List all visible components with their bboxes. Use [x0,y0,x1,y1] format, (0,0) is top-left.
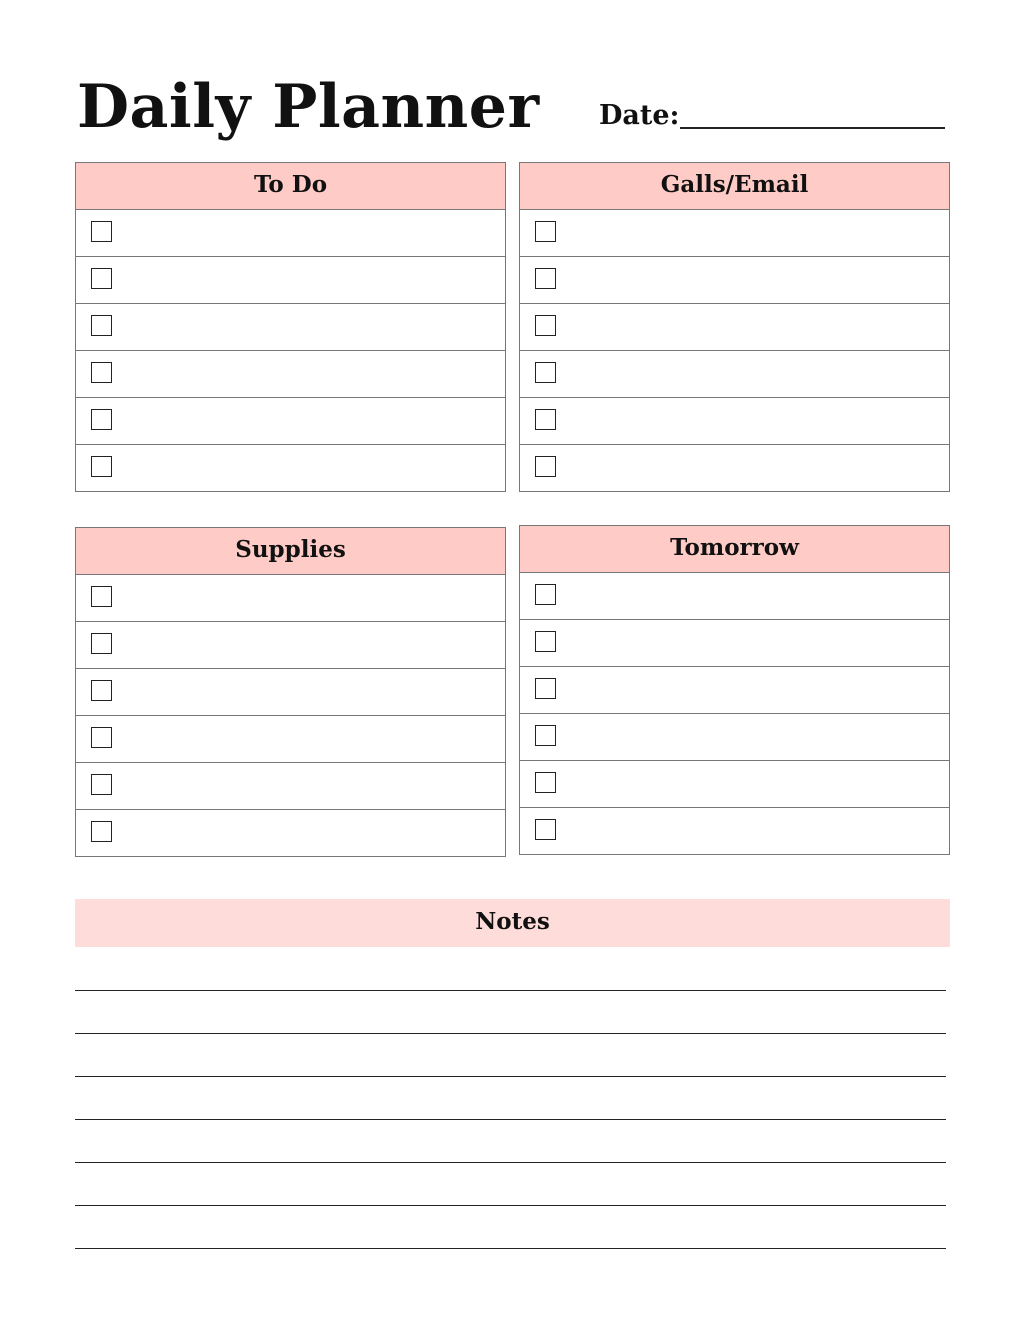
note-line[interactable] [75,990,946,991]
list-row[interactable] [76,351,505,398]
list-row[interactable] [76,716,505,763]
date-label: Date: [599,100,680,131]
page-title: Daily Planner [77,72,540,142]
list-row[interactable] [76,257,505,304]
section-header: Tomorrow [520,526,949,573]
checkbox[interactable] [91,586,112,607]
checkbox[interactable] [91,821,112,842]
list-row[interactable] [76,398,505,445]
notes-header: Notes [75,899,950,947]
checkbox[interactable] [535,584,556,605]
section-header: Galls/Email [520,163,949,210]
note-line[interactable] [75,1119,946,1120]
list-row[interactable] [520,210,949,257]
note-line[interactable] [75,1205,946,1206]
list-row[interactable] [76,810,505,856]
checkbox[interactable] [91,633,112,654]
checkbox[interactable] [535,268,556,289]
list-row[interactable] [76,669,505,716]
list-row[interactable] [76,763,505,810]
list-row[interactable] [76,445,505,491]
note-line[interactable] [75,1162,946,1163]
section-tomorrow [519,525,950,855]
section-header: To Do [76,163,505,210]
list-row[interactable] [520,761,949,808]
checkbox[interactable] [91,456,112,477]
checkbox[interactable] [91,362,112,383]
checkbox[interactable] [535,819,556,840]
checkbox[interactable] [535,221,556,242]
checkbox[interactable] [91,409,112,430]
list-row[interactable] [520,573,949,620]
checkbox[interactable] [535,772,556,793]
checkbox[interactable] [535,456,556,477]
list-row[interactable] [76,575,505,622]
list-row[interactable] [520,351,949,398]
note-line[interactable] [75,1248,946,1249]
checkbox[interactable] [91,268,112,289]
checkbox[interactable] [91,727,112,748]
note-line[interactable] [75,1076,946,1077]
section-header: Supplies [76,528,505,575]
checkbox[interactable] [535,315,556,336]
list-row[interactable] [520,257,949,304]
checkbox[interactable] [91,315,112,336]
list-row[interactable] [520,445,949,491]
checkbox[interactable] [535,678,556,699]
list-row[interactable] [76,304,505,351]
list-row[interactable] [520,808,949,854]
list-row[interactable] [76,210,505,257]
note-line[interactable] [75,1033,946,1034]
list-row[interactable] [520,304,949,351]
checkbox[interactable] [535,631,556,652]
list-row[interactable] [520,667,949,714]
list-row[interactable] [520,398,949,445]
section-supplies [75,527,506,857]
checkbox[interactable] [91,680,112,701]
date-field[interactable] [680,127,945,129]
checkbox[interactable] [535,725,556,746]
checkbox[interactable] [535,362,556,383]
checkbox[interactable] [535,409,556,430]
checkbox[interactable] [91,221,112,242]
list-row[interactable] [520,620,949,667]
section-todo [75,162,506,492]
checkbox[interactable] [91,774,112,795]
list-row[interactable] [76,622,505,669]
list-row[interactable] [520,714,949,761]
section-calls-email [519,162,950,492]
